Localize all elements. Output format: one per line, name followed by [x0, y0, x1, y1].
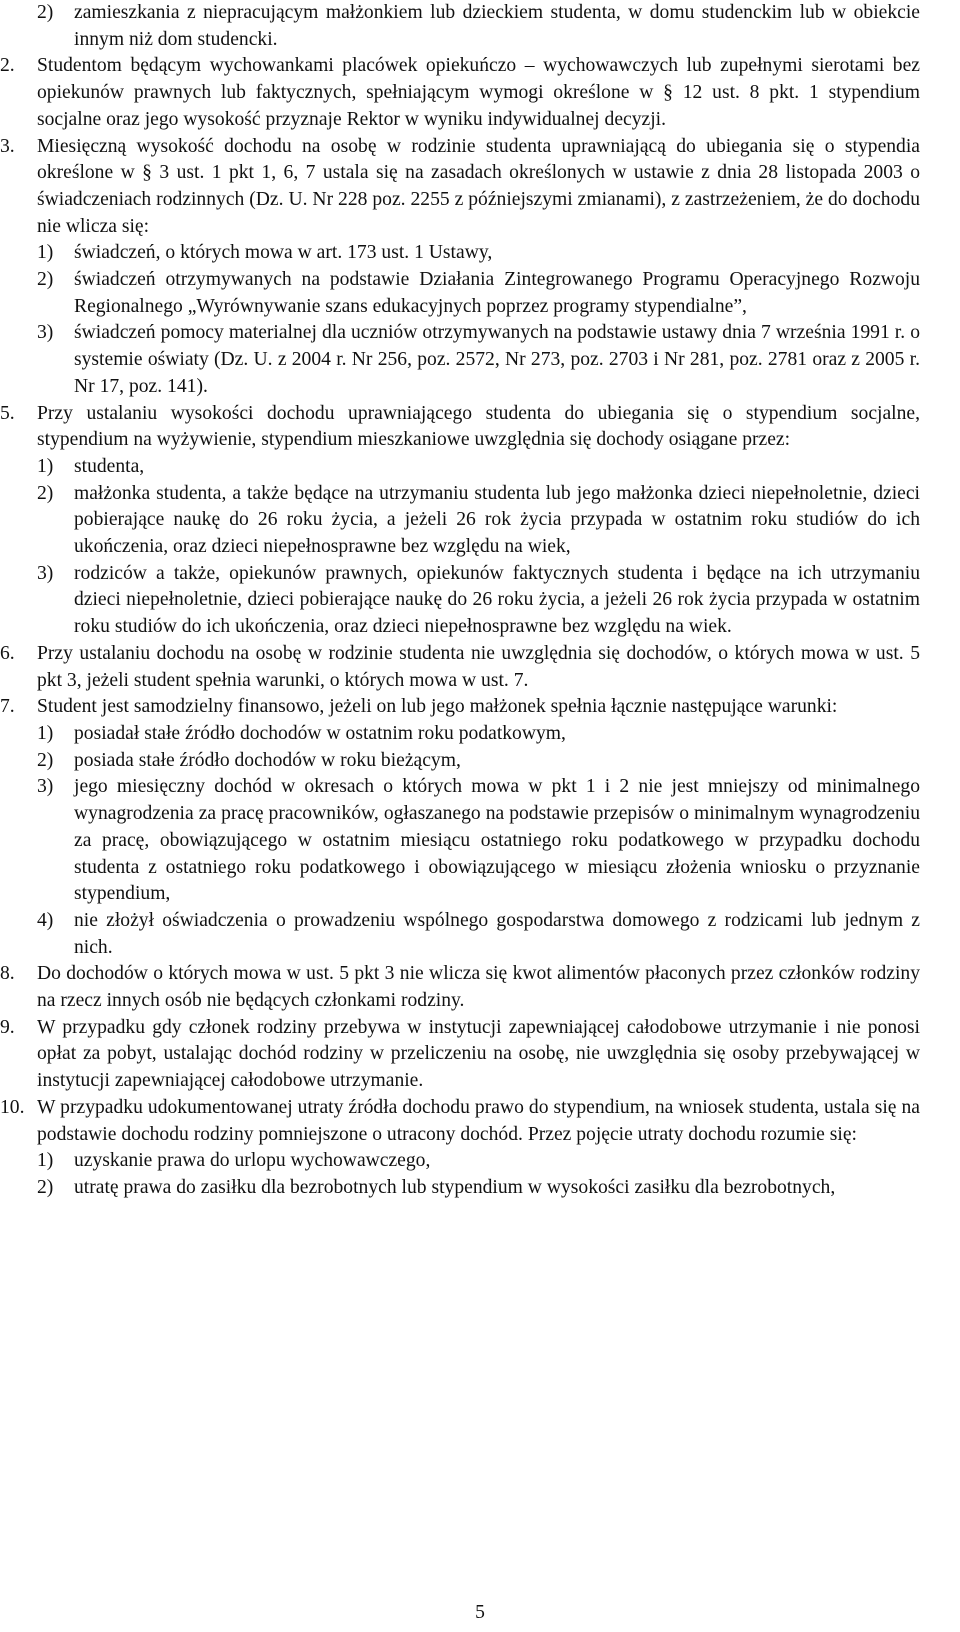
- item-number: 2): [37, 749, 54, 771]
- item-number: 2): [37, 2, 54, 23]
- list-item: [0, 401, 920, 454]
- item-number: 1): [37, 722, 54, 744]
- item-number: 1): [37, 242, 54, 264]
- item-number: 3): [37, 562, 54, 584]
- item-number: 4): [37, 909, 54, 931]
- item-text: nie złożył oświadczenia o prowadzeniu wspólnego gospodarstwa domowego z rodzicami lub jednym z nich.: [74, 909, 920, 958]
- item-number: 3): [37, 322, 54, 344]
- list-item: [37, 267, 920, 320]
- list-item: [37, 454, 920, 481]
- item-number: 5.: [0, 402, 15, 424]
- item-text: Do dochodów o których mowa w ust. 5 pkt 3 nie wlicza się kwot alimentów płaconych przez członków rodziny na rzecz innych osób nie będących członkami rodziny.: [37, 963, 920, 1012]
- item-number: 2): [37, 269, 54, 291]
- list-item: [37, 1148, 920, 1175]
- list-item: [0, 53, 920, 133]
- item-text: Miesięczną wysokość dochodu na osobę w rodzinie studenta uprawniającą do ubiegania się o stypendia określone w § 3 ust. 1 pkt 1, 6, 7 ustala się na zasadach określonych w ustawie z dnia 28 listopada 2003 o świadczeniach rodzinnych (Dz. U. Nr 228 poz. 2255 z późniejszymi zmianami), z zastrzeżeniem, że do dochodu nie wlicza się:: [37, 135, 920, 237]
- item-text: świadczeń, o których mowa w art. 173 ust. 1 Ustawy,: [74, 242, 493, 264]
- list-item: [0, 134, 920, 241]
- item-text: uzyskanie prawa do urlopu wychowawczego,: [74, 1150, 431, 1172]
- item-text: studenta,: [74, 455, 145, 477]
- item-number: 9.: [0, 1016, 15, 1038]
- item-number: 7.: [0, 696, 15, 718]
- item-number: 10.: [0, 1096, 25, 1118]
- list-item: [37, 748, 920, 775]
- item-text: posiada stałe źródło dochodów w roku bieżącym,: [74, 749, 461, 771]
- item-text: małżonka studenta, a także będące na utrzymaniu studenta lub jego małżonka dzieci niepełnoletnie, dzieci pobierające naukę do 26 roku życia, a jeżeli 26 rok życia przypada w ostatnim roku studiów do ich ukończenia, oraz dzieci niepełnosprawne bez względu na wiek,: [74, 482, 920, 558]
- list-item: [37, 1175, 920, 1202]
- item-text: jego miesięczny dochód w okresach o których mowa w pkt 1 i 2 nie jest mniejszy od minimalnego wynagrodzenia za pracę pracowników, ogłaszanego na podstawie przepisów o minimalnym wynagrodzeniu za pracę, obowiązującego w ostatnim miesiącu ostatniego roku podatkowego w przypadku dochodu studenta z ostatniego roku podatkowego i obowiązującego w miesiącu złożenia wniosku o przyznanie stypendium,: [74, 776, 920, 905]
- list-item: [37, 774, 920, 908]
- item-text: Student jest samodzielny finansowo, jeżeli on lub jego małżonek spełnia łącznie następujące warunki:: [37, 696, 838, 718]
- item-number: 2): [37, 482, 54, 504]
- item-number: 1): [37, 455, 54, 477]
- list-item: [37, 561, 920, 641]
- item-text: W przypadku gdy członek rodziny przebywa w instytucji zapewniającej całodobowe utrzymanie i nie ponosi opłat za pobyt, ustalając dochód rodziny w przeliczeniu na osobę, nie uwzględnia się osoby przebywającej w instytucji zapewniającej całodobowe utrzymanie.: [37, 1016, 920, 1092]
- list-item: [0, 961, 920, 1014]
- item-number: 2): [37, 1176, 54, 1198]
- item-number: 1): [37, 1150, 54, 1172]
- item-text: świadczeń pomocy materialnej dla uczniów otrzymywanych na podstawie ustawy dnia 7 września 1991 r. o systemie oświaty (Dz. U. z 2004 r. Nr 256, poz. 2572, Nr 273, poz. 2703 i Nr 281, poz. 2781 oraz z 2005 r. Nr 17, poz. 141).: [74, 322, 920, 397]
- item-text: Przy ustalaniu wysokości dochodu uprawniającego studenta do ubiegania się o stypendium socjalne, stypendium na wyżywienie, stypendium mieszkaniowe uwzględnia się dochody osiągane przez:: [37, 402, 920, 451]
- list-item: [37, 481, 920, 561]
- item-text: Przy ustalaniu dochodu na osobę w rodzinie studenta nie uwzględnia się dochodów, o których mowa w ust. 5 pkt 3, jeżeli student spełnia warunki, o których mowa w ust. 7.: [37, 642, 920, 691]
- list-item: [37, 240, 920, 267]
- item-text: Studentom będącym wychowankami placówek opiekuńczo – wychowawczych lub zupełnymi sierotami bez opiekunów prawnych lub faktycznych, spełniającym wymogi określone w § 12 ust. 8 pkt. 1 stypendium socjalne oraz jego wysokość przyznaje Rektor w wyniku indywidualnej decyzji.: [37, 55, 920, 130]
- page-number: 5: [475, 1602, 485, 1623]
- list-item: [0, 1095, 920, 1148]
- list-item: [0, 641, 920, 694]
- item-text: świadczeń otrzymywanych na podstawie Działania Zintegrowanego Programu Operacyjnego Rozwoju Regionalnego „Wyrównywanie szans edukacyjnych poprzez programy stypendialne”,: [74, 269, 920, 317]
- item-text: utratę prawa do zasiłku dla bezrobotnych lub stypendium w wysokości zasiłku dla bezrobotnych,: [74, 1176, 836, 1198]
- list-item: [0, 694, 920, 721]
- item-number: 2.: [0, 55, 15, 77]
- item-text: rodziców a także, opiekunów prawnych, opiekunów faktycznych studenta i będące na ich utrzymaniu dzieci niepełnoletnie, dzieci pobierające naukę do 26 roku życia, a jeżeli 26 rok życia przypada w ostatnim roku studiów do ich ukończenia, oraz dzieci niepełnosprawne bez względu na wiek.: [74, 562, 920, 638]
- item-text: posiadał stałe źródło dochodów w ostatnim roku podatkowym,: [74, 722, 566, 744]
- item-number: 3): [37, 776, 54, 798]
- item-number: 6.: [0, 642, 15, 664]
- list-item: [37, 0, 920, 53]
- list-item: [0, 1015, 920, 1095]
- item-text: zamieszkania z niepracującym małżonkiem lub dzieckiem studenta, w domu studenckim lub w obiekcie innym niż dom studencki.: [74, 2, 920, 50]
- item-text: W przypadku udokumentowanej utraty źródła dochodu prawo do stypendium, na wniosek studenta, ustala się na podstawie dochodu rodziny pomniejszone o utracony dochód. Przez pojęcie utraty dochodu rozumie się:: [37, 1096, 920, 1145]
- list-item: [37, 320, 920, 400]
- list-item: [37, 908, 920, 961]
- item-number: 8.: [0, 963, 15, 985]
- list-item: [37, 721, 920, 748]
- item-number: 3.: [0, 135, 15, 157]
